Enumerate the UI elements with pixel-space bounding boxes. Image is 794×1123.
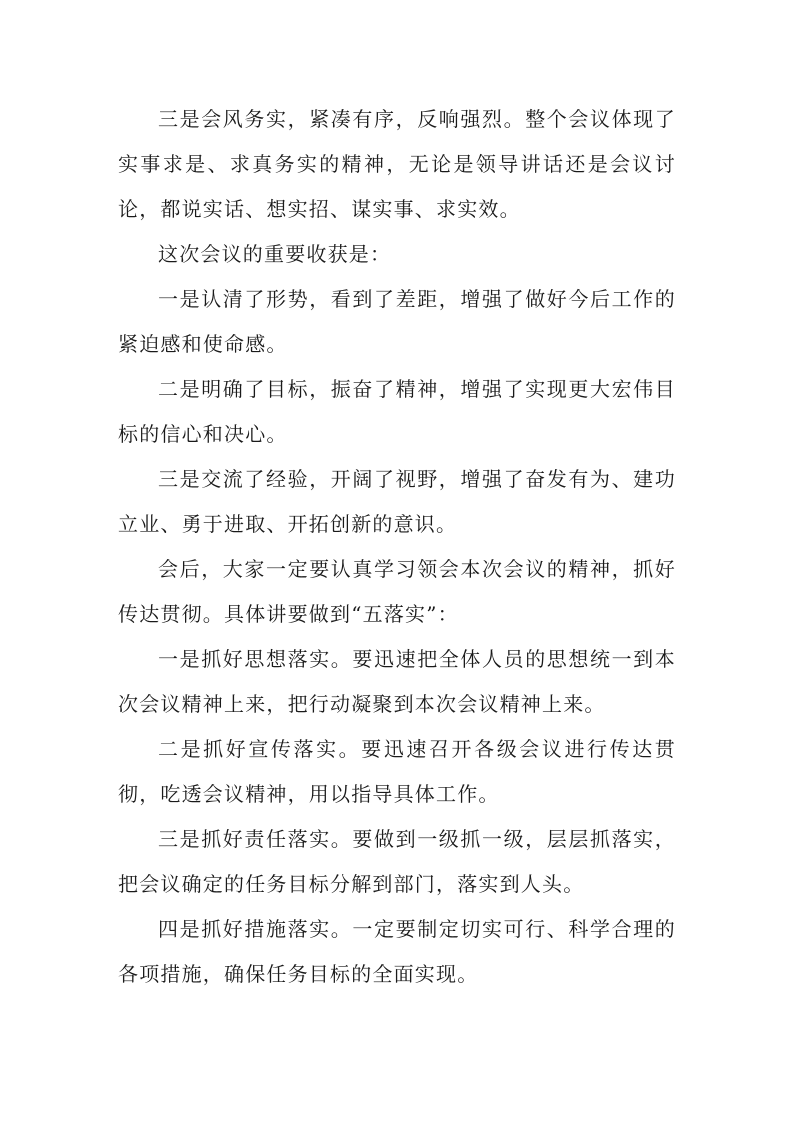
paragraph: 三是抓好责任落实。要做到一级抓一级，层层抓落实，把会议确定的任务目标分解到部门，落实到人头。 (118, 827, 676, 896)
paragraph: 一是抓好思想落实。要迅速把全体人员的思想统一到本次会议精神上来，把行动凝聚到本次会议精神上来。 (118, 647, 676, 716)
paragraph: 这次会议的重要收获是： (158, 242, 392, 266)
paragraph: 三是交流了经验，开阔了视野，增强了奋发有为、建功立业、勇于进取、开拓创新的意识。 (118, 467, 676, 536)
paragraph: 会后，大家一定要认真学习领会本次会议的精神，抓好传达贯彻。具体讲要做到“五落实”： (118, 557, 676, 626)
paragraph: 四是抓好措施落实。一定要制定切实可行、科学合理的各项措施，确保任务目标的全面实现。 (118, 917, 676, 986)
paragraph: 二是明确了目标，振奋了精神，增强了实现更大宏伟目标的信心和决心。 (118, 377, 676, 446)
paragraph: 三是会风务实，紧凑有序，反响强烈。整个会议体现了实事求是、求真务实的精神，无论是领导讲话还是会议讨论，都说实话、想实招、谋实事、求实效。 (118, 107, 676, 221)
paragraph: 二是抓好宣传落实。要迅速召开各级会议进行传达贯彻，吃透会议精神，用以指导具体工作。 (118, 737, 676, 806)
document-body (118, 97, 676, 997)
paragraph: 一是认清了形势，看到了差距，增强了做好今后工作的紧迫感和使命感。 (118, 287, 676, 356)
